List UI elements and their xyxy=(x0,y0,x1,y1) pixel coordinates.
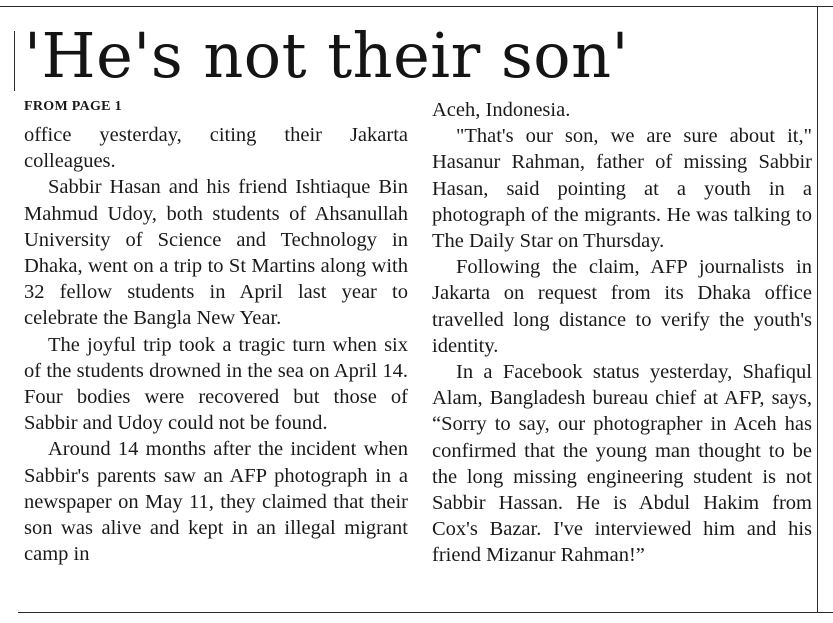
continuation-kicker: FROM PAGE 1 xyxy=(24,99,122,114)
top-rule xyxy=(0,6,833,7)
paragraph: Sabbir Hasan and his friend Ishtiaque Bin Mahmud Udoy, both students of Ahsanullah University of Science and Technology in Dhaka, went on a trip to St Martins along with 32 fellow students in April last year to celebrate the Bangla New Year. xyxy=(24,176,408,330)
paragraph: The joyful trip took a tragic turn when six of the students drowned in the sea on April 14. Four bodies were recovered but those of Sabbir and Udoy could not be found. xyxy=(24,333,408,435)
paragraph: Around 14 months after the incident when Sabbir's parents saw an AFP photograph in a newspaper on May 11, they claimed that their son was alive and kept in an illegal migrant camp in xyxy=(24,438,408,566)
paragraph: office yesterday, citing their Jakarta colleagues. xyxy=(24,124,408,173)
paragraph: Following the claim, AFP journalists in Jakarta on request from its Dhaka office travelled long distance to verify the youth's identity. xyxy=(432,256,812,357)
paragraph: In a Facebook status yesterday, Shafiqul Alam, Bangladesh bureau chief at AFP, says, “Sorry to say, our photographer in Aceh has confirmed that the young man thought to be the long missing engineering student is not Sabbir Hassan. He is Abdul Hakim from Cox's Bazar. I've interviewed him and his friend Mizanur Rahman!” xyxy=(432,361,812,567)
paragraph: "That's our son, we are sure about it," Hasanur Rahman, father of missing Sabbir Hasan, said pointing at a youth in a photograph of the migrants. He was talking to The Daily Star on Thursday. xyxy=(432,125,812,253)
bottom-rule xyxy=(18,612,833,613)
right-border-rule xyxy=(817,6,818,612)
article-column-right xyxy=(432,97,812,569)
article-column-left xyxy=(24,122,408,567)
headline-side-rule xyxy=(14,31,15,91)
paragraph: Aceh, Indonesia. xyxy=(432,99,571,121)
headline: 'He's not their son' xyxy=(24,19,630,92)
